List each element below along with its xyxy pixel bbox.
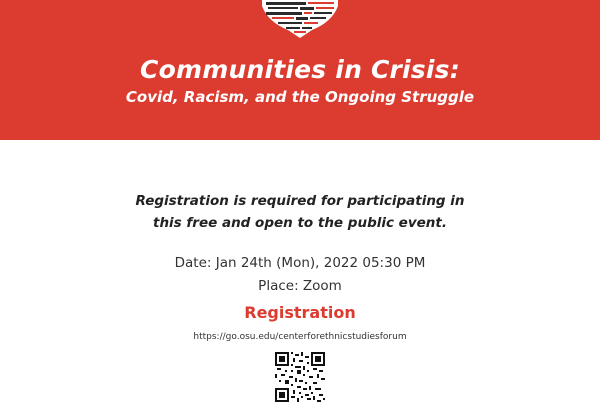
event-place: Place: Zoom [258, 278, 342, 294]
qr-code[interactable] [275, 352, 325, 402]
registration-notice-line-1: Registration is required for participating in [135, 193, 465, 209]
registration-url [0, 332, 600, 342]
header-banner [0, 0, 600, 140]
event-date: Date: Jan 24th (Mon), 2022 05:30 PM [174, 255, 426, 271]
registration-heading: Registration [244, 303, 356, 322]
word-cloud-logo [262, 0, 338, 38]
event-title: Communities in Crisis: [140, 55, 460, 84]
registration-notice-line-2: this free and open to the public event. [152, 215, 447, 231]
registration-link[interactable]: https://go.osu.edu/centerforethnicstudiesforum [193, 332, 407, 342]
event-subtitle: Covid, Racism, and the Ongoing Struggle [125, 88, 475, 106]
